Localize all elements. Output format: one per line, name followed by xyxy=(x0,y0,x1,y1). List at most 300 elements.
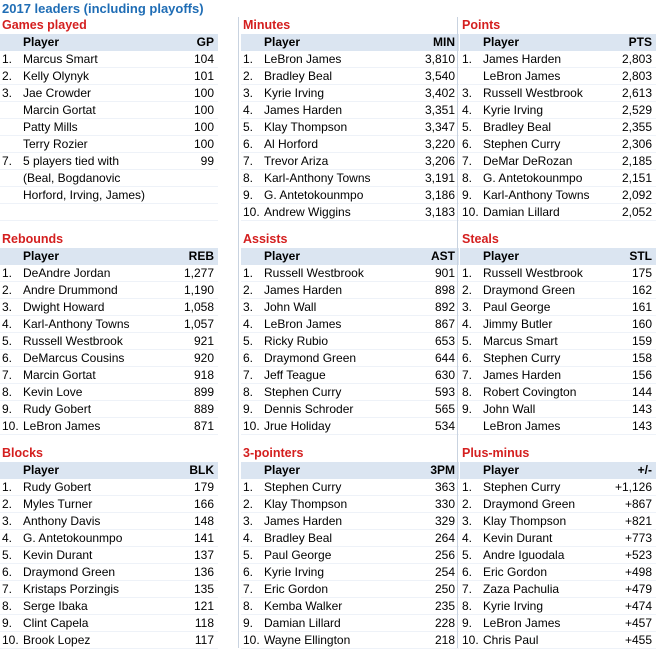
player-cell: Rudy Gobert xyxy=(23,402,92,416)
panel-title: Rebounds xyxy=(2,232,64,246)
player-column-header: Player xyxy=(23,463,60,477)
stat-column-header: PTS xyxy=(628,35,652,49)
player-cell: Serge Ibaka xyxy=(23,599,88,613)
table-row xyxy=(460,282,656,299)
player-cell: Robert Covington xyxy=(483,385,577,399)
value-cell: 3,186 xyxy=(424,188,455,202)
value-cell: +821 xyxy=(624,514,652,528)
player-cell: Karl-Anthony Towns xyxy=(264,171,371,185)
player-cell: Klay Thompson xyxy=(264,120,348,134)
stat-column-header: GP xyxy=(196,35,214,49)
player-cell: Paul George xyxy=(483,300,551,314)
rank-cell: 6. xyxy=(462,351,473,365)
table-row xyxy=(460,384,656,401)
player-cell: Brook Lopez xyxy=(23,633,91,647)
table-row xyxy=(460,187,656,204)
value-cell: 141 xyxy=(193,531,214,545)
table-row xyxy=(0,632,218,649)
player-column-header: Player xyxy=(264,35,301,49)
value-cell: +773 xyxy=(624,531,652,545)
value-cell: 235 xyxy=(434,599,455,613)
player-cell: Kristaps Porzingis xyxy=(23,582,120,596)
value-cell: 161 xyxy=(631,300,652,314)
column-divider xyxy=(238,17,239,648)
rank-cell: 7. xyxy=(243,154,254,168)
panel-title: Assists xyxy=(243,232,288,246)
table-row xyxy=(0,401,218,418)
rank-cell: 2. xyxy=(243,497,254,511)
table-row xyxy=(0,418,218,435)
value-cell: 1,058 xyxy=(183,300,214,314)
table-row xyxy=(241,564,459,581)
rank-cell: 3. xyxy=(243,300,254,314)
value-cell: 101 xyxy=(193,69,214,83)
stat-column-header: STL xyxy=(629,249,652,263)
player-column-header: Player xyxy=(23,35,60,49)
value-cell: 3,220 xyxy=(424,137,455,151)
value-cell: 3,402 xyxy=(424,86,455,100)
table-row xyxy=(460,547,656,564)
player-cell: Ricky Rubio xyxy=(264,334,329,348)
rank-cell: 2. xyxy=(462,497,473,511)
table-row xyxy=(0,153,218,170)
rank-cell: 3. xyxy=(2,300,13,314)
rank-cell: 5. xyxy=(2,334,13,348)
table-row xyxy=(0,333,218,350)
player-cell: Clint Capela xyxy=(23,616,89,630)
player-cell: LeBron James xyxy=(264,317,342,331)
value-cell: 2,185 xyxy=(621,154,652,168)
value-cell: 137 xyxy=(193,548,214,562)
value-cell: 630 xyxy=(434,368,455,382)
rank-cell: 4. xyxy=(462,531,473,545)
table-row xyxy=(0,282,218,299)
value-cell: 136 xyxy=(193,565,214,579)
player-cell: Kelly Olynyk xyxy=(23,69,90,83)
table-row xyxy=(0,68,218,85)
table-row xyxy=(0,265,218,282)
rank-cell: 7. xyxy=(243,368,254,382)
table-header xyxy=(0,248,218,265)
leader-panel-steals xyxy=(460,231,656,435)
player-cell: Dwight Howard xyxy=(23,300,105,314)
rank-cell: 8. xyxy=(2,599,13,613)
player-cell: Wayne Ellington xyxy=(264,633,351,647)
value-cell: +1,126 xyxy=(614,480,652,494)
table-row xyxy=(460,333,656,350)
value-cell: 534 xyxy=(434,419,455,433)
player-cell: Eric Gordon xyxy=(264,582,329,596)
table-row xyxy=(460,615,656,632)
table-row xyxy=(0,479,218,496)
table-row xyxy=(0,598,218,615)
rank-cell: 2. xyxy=(243,69,254,83)
player-cell: LeBron James xyxy=(483,419,561,433)
value-cell: +457 xyxy=(624,616,652,630)
player-column-header: Player xyxy=(23,249,60,263)
value-cell: 892 xyxy=(434,300,455,314)
rank-cell: 10. xyxy=(462,205,479,219)
value-cell: 135 xyxy=(193,582,214,596)
table-row xyxy=(241,51,459,68)
table-row xyxy=(0,119,218,136)
rank-cell: 8. xyxy=(462,171,473,185)
rank-cell: 7. xyxy=(462,154,473,168)
rank-cell: 7. xyxy=(2,582,13,596)
table-row xyxy=(0,496,218,513)
table-row xyxy=(241,632,459,649)
value-cell: 143 xyxy=(631,402,652,416)
table-row xyxy=(0,615,218,632)
value-cell: 179 xyxy=(193,480,214,494)
table-row xyxy=(0,581,218,598)
table-row xyxy=(241,581,459,598)
player-cell: Rudy Gobert xyxy=(23,480,92,494)
table-row xyxy=(241,102,459,119)
value-cell: 1,190 xyxy=(183,283,214,297)
table-row xyxy=(460,85,656,102)
table-header xyxy=(460,34,656,51)
value-cell: 1,277 xyxy=(183,266,214,280)
value-cell: 2,803 xyxy=(621,69,652,83)
panel-title: Blocks xyxy=(2,446,43,460)
table-row xyxy=(460,581,656,598)
stat-column-header: REB xyxy=(188,249,214,263)
player-cell: LeBron James xyxy=(483,69,561,83)
player-cell: John Wall xyxy=(264,300,317,314)
rank-cell: 8. xyxy=(243,171,254,185)
leader-panel-3-pointers xyxy=(241,445,459,649)
value-cell: 250 xyxy=(434,582,455,596)
table-row xyxy=(241,479,459,496)
rank-cell: 10. xyxy=(462,633,479,647)
table-row xyxy=(460,479,656,496)
table-row xyxy=(460,153,656,170)
panel-title: Games played xyxy=(2,18,87,32)
table-row xyxy=(460,418,656,435)
table-row xyxy=(460,632,656,649)
value-cell: +474 xyxy=(624,599,652,613)
rank-cell: 10. xyxy=(243,419,260,433)
player-cell: Draymond Green xyxy=(264,351,357,365)
rank-cell: 5. xyxy=(2,548,13,562)
rank-cell: 9. xyxy=(243,188,254,202)
player-cell: James Harden xyxy=(483,52,562,66)
rank-cell: 8. xyxy=(243,385,254,399)
value-cell: 899 xyxy=(193,385,214,399)
player-cell: Draymond Green xyxy=(23,565,116,579)
rank-cell: 4. xyxy=(243,317,254,331)
player-cell: Klay Thompson xyxy=(264,497,348,511)
rank-cell: 1. xyxy=(462,480,473,494)
value-cell: 329 xyxy=(434,514,455,528)
player-cell: Terry Rozier xyxy=(23,137,88,151)
player-cell: Stephen Curry xyxy=(483,137,561,151)
player-cell: G. Antetokounmpo xyxy=(23,531,123,545)
table-row xyxy=(241,299,459,316)
value-cell: 2,052 xyxy=(621,205,652,219)
rank-cell: 7. xyxy=(2,368,13,382)
value-cell: +455 xyxy=(624,633,652,647)
player-cell: Russell Westbrook xyxy=(483,266,583,280)
player-cell: G. Antetokounmpo xyxy=(264,188,364,202)
value-cell: 118 xyxy=(194,616,214,630)
table-row xyxy=(0,530,218,547)
value-cell: 565 xyxy=(434,402,455,416)
player-column-header: Player xyxy=(483,35,520,49)
table-row xyxy=(460,564,656,581)
table-row xyxy=(460,51,656,68)
stat-column-header: 3PM xyxy=(430,463,455,477)
player-cell: Kyrie Irving xyxy=(483,103,544,117)
value-cell: 3,351 xyxy=(424,103,455,117)
rank-cell: 3. xyxy=(243,86,254,100)
player-column-header: Player xyxy=(483,463,520,477)
value-cell: 867 xyxy=(434,317,455,331)
table-row xyxy=(241,547,459,564)
player-cell: Kyrie Irving xyxy=(483,599,544,613)
rank-cell: 8. xyxy=(462,599,473,613)
rank-cell: 9. xyxy=(462,616,473,630)
rank-cell: 8. xyxy=(462,385,473,399)
player-cell: James Harden xyxy=(483,368,562,382)
player-cell: Trevor Ariza xyxy=(264,154,329,168)
panel-title: Minutes xyxy=(243,18,291,32)
value-cell: 228 xyxy=(434,616,455,630)
stat-column-header: BLK xyxy=(189,463,214,477)
value-cell: 593 xyxy=(434,385,455,399)
table-header xyxy=(0,462,218,479)
value-cell: 3,540 xyxy=(424,69,455,83)
value-cell: 162 xyxy=(631,283,652,297)
rank-cell: 8. xyxy=(2,385,13,399)
rank-cell: 2. xyxy=(2,69,13,83)
rank-cell: 7. xyxy=(462,368,473,382)
value-cell: +498 xyxy=(624,565,652,579)
table-row xyxy=(241,85,459,102)
table-row xyxy=(0,367,218,384)
value-cell: 363 xyxy=(434,480,455,494)
player-cell: Horford, Irving, James) xyxy=(23,188,146,202)
table-row xyxy=(241,170,459,187)
table-header xyxy=(241,34,459,51)
player-cell: Andre Iguodala xyxy=(483,548,565,562)
table-row xyxy=(241,530,459,547)
value-cell: 218 xyxy=(434,633,455,647)
player-cell: Dennis Schroder xyxy=(264,402,354,416)
player-cell: Marcin Gortat xyxy=(23,103,96,117)
table-row xyxy=(460,496,656,513)
table-row xyxy=(241,119,459,136)
player-cell: Kevin Durant xyxy=(483,531,553,545)
value-cell: 653 xyxy=(434,334,455,348)
leader-panel-plus-minus xyxy=(460,445,656,649)
rank-cell: 1. xyxy=(2,52,13,66)
rank-cell: 2. xyxy=(2,283,13,297)
table-row xyxy=(460,316,656,333)
player-cell: Russell Westbrook xyxy=(23,334,123,348)
table-row xyxy=(241,316,459,333)
player-cell: Anthony Davis xyxy=(23,514,101,528)
rank-cell: 5. xyxy=(243,120,254,134)
player-cell: G. Antetokounmpo xyxy=(483,171,583,185)
table-row xyxy=(0,547,218,564)
player-cell: Paul George xyxy=(264,548,332,562)
player-cell: Karl-Anthony Towns xyxy=(483,188,590,202)
value-cell: 921 xyxy=(193,334,214,348)
table-row xyxy=(460,350,656,367)
rank-cell: 10. xyxy=(243,633,260,647)
rank-cell: 9. xyxy=(243,402,254,416)
table-row xyxy=(0,350,218,367)
value-cell: 3,183 xyxy=(424,205,455,219)
table-header xyxy=(241,462,459,479)
rank-cell: 9. xyxy=(462,402,473,416)
player-cell: Stephen Curry xyxy=(264,480,342,494)
value-cell: 175 xyxy=(631,266,652,280)
rank-cell: 6. xyxy=(2,351,13,365)
player-cell: Kevin Durant xyxy=(23,548,93,562)
table-row xyxy=(460,299,656,316)
panel-title: Points xyxy=(462,18,501,32)
rank-cell: 4. xyxy=(462,317,473,331)
rank-cell: 6. xyxy=(243,137,254,151)
value-cell: 104 xyxy=(193,52,214,66)
rank-cell: 6. xyxy=(243,565,254,579)
table-header xyxy=(241,248,459,265)
table-row xyxy=(241,418,459,435)
rank-cell: 4. xyxy=(462,103,473,117)
table-row xyxy=(0,51,218,68)
table-row xyxy=(241,282,459,299)
rank-cell: 4. xyxy=(243,103,254,117)
rank-cell: 6. xyxy=(462,565,473,579)
rank-cell: 4. xyxy=(2,531,13,545)
table-row xyxy=(241,187,459,204)
value-cell: 644 xyxy=(434,351,455,365)
value-cell: 3,810 xyxy=(424,52,455,66)
value-cell: 2,803 xyxy=(621,52,652,66)
player-cell: James Harden xyxy=(264,103,343,117)
player-cell: Klay Thompson xyxy=(483,514,567,528)
player-cell: (Beal, Bogdanovic xyxy=(23,171,121,185)
table-row xyxy=(460,102,656,119)
rank-cell: 10. xyxy=(2,633,19,647)
value-cell: 144 xyxy=(631,385,652,399)
value-cell: 160 xyxy=(631,317,652,331)
panel-title: Plus-minus xyxy=(462,446,530,460)
player-cell: Jrue Holiday xyxy=(264,419,331,433)
player-cell: Bradley Beal xyxy=(483,120,552,134)
value-cell: +479 xyxy=(624,582,652,596)
value-cell: 100 xyxy=(193,86,214,100)
player-column-header: Player xyxy=(264,463,301,477)
player-cell: Damian Lillard xyxy=(483,205,560,219)
player-cell: Stephen Curry xyxy=(483,351,561,365)
table-row xyxy=(0,299,218,316)
table-row xyxy=(0,513,218,530)
player-cell: DeAndre Jordan xyxy=(23,266,111,280)
rank-cell: 1. xyxy=(243,480,254,494)
value-cell: 2,092 xyxy=(621,188,652,202)
value-cell: 2,151 xyxy=(621,171,652,185)
leader-panel-rebounds xyxy=(0,231,218,435)
value-cell: 159 xyxy=(631,334,652,348)
value-cell: 889 xyxy=(193,402,214,416)
player-cell: James Harden xyxy=(264,283,343,297)
rank-cell: 5. xyxy=(243,334,254,348)
player-cell: Bradley Beal xyxy=(264,531,333,545)
value-cell: 166 xyxy=(193,497,214,511)
rank-cell: 3. xyxy=(462,86,473,100)
rank-cell: 1. xyxy=(462,266,473,280)
player-cell: Andre Drummond xyxy=(23,283,118,297)
rank-cell: 7. xyxy=(462,582,473,596)
player-cell: Kemba Walker xyxy=(264,599,343,613)
rank-cell: 2. xyxy=(243,283,254,297)
table-row xyxy=(241,265,459,282)
value-cell: 3,347 xyxy=(424,120,455,134)
rank-cell: 1. xyxy=(243,52,254,66)
rank-cell: 4. xyxy=(2,317,13,331)
player-cell: Chris Paul xyxy=(483,633,539,647)
value-cell: 100 xyxy=(193,103,214,117)
player-cell: Andrew Wiggins xyxy=(264,205,351,219)
value-cell: 117 xyxy=(194,633,214,647)
value-cell: +523 xyxy=(624,548,652,562)
rank-cell: 6. xyxy=(243,351,254,365)
value-cell: 254 xyxy=(434,565,455,579)
table-row xyxy=(241,367,459,384)
table-row xyxy=(460,68,656,85)
page-title: 2017 leaders (including playoffs) xyxy=(2,1,204,16)
value-cell: 3,191 xyxy=(424,171,455,185)
player-cell: DeMar DeRozan xyxy=(483,154,573,168)
player-cell: Zaza Pachulia xyxy=(483,582,560,596)
panel-title: 3-pointers xyxy=(243,446,304,460)
player-column-header: Player xyxy=(483,249,520,263)
rank-cell: 4. xyxy=(243,531,254,545)
table-row xyxy=(460,119,656,136)
rank-cell: 10. xyxy=(2,419,19,433)
table-row xyxy=(0,170,218,187)
player-cell: Eric Gordon xyxy=(483,565,548,579)
leader-panel-games-played xyxy=(0,17,218,221)
rank-cell: 2. xyxy=(462,283,473,297)
value-cell: 99 xyxy=(200,154,214,168)
table-row xyxy=(460,401,656,418)
value-cell: +867 xyxy=(624,497,652,511)
player-cell: Marcus Smart xyxy=(483,334,558,348)
player-cell: LeBron James xyxy=(23,419,101,433)
rank-cell: 9. xyxy=(462,188,473,202)
rank-cell: 5. xyxy=(462,548,473,562)
value-cell: 2,529 xyxy=(621,103,652,117)
stat-column-header: AST xyxy=(431,249,455,263)
leader-panel-assists xyxy=(241,231,459,435)
table-row xyxy=(241,513,459,530)
value-cell: 100 xyxy=(193,120,214,134)
rank-cell: 1. xyxy=(462,52,473,66)
table-row xyxy=(241,401,459,418)
leader-panel-minutes xyxy=(241,17,459,221)
player-cell: Draymond Green xyxy=(483,497,576,511)
table-row xyxy=(0,85,218,102)
player-cell: 5 players tied with xyxy=(23,154,120,168)
player-cell: Kevin Love xyxy=(23,385,83,399)
player-cell: Damian Lillard xyxy=(264,616,341,630)
value-cell: 920 xyxy=(193,351,214,365)
